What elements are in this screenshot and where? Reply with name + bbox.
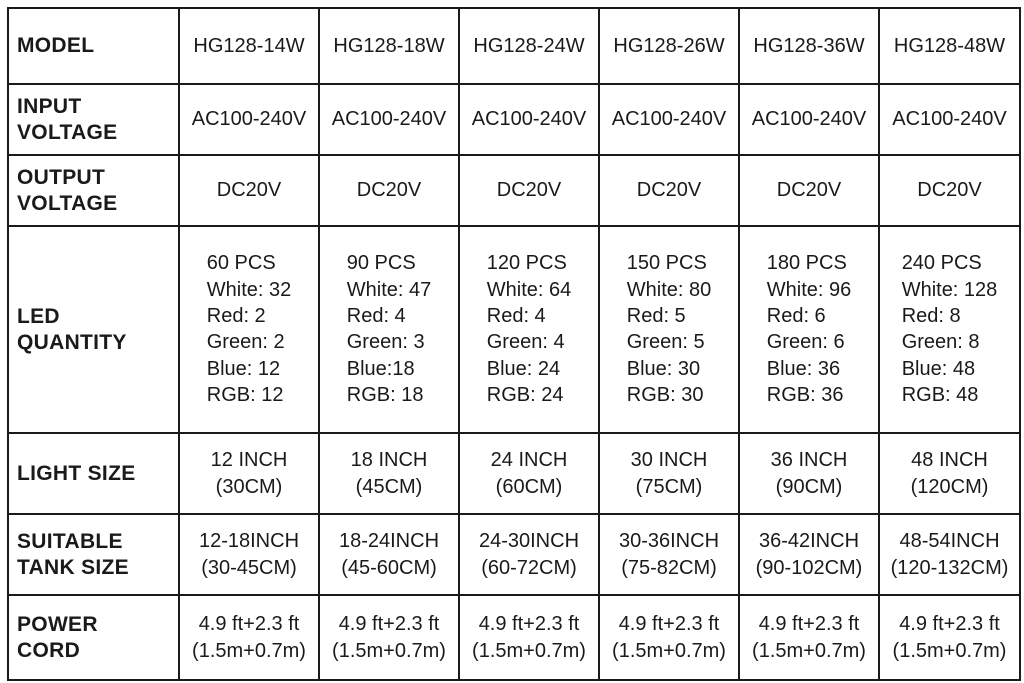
- output-voltage-label: OUTPUT VOLTAGE: [8, 155, 179, 226]
- model-cell: HG128-24W: [459, 8, 599, 84]
- model-cell: HG128-48W: [879, 8, 1020, 84]
- output-voltage-row: [8, 155, 1020, 226]
- model-cell: HG128-26W: [599, 8, 739, 84]
- light-size-cell: 30 INCH (75CM): [599, 433, 739, 514]
- tank-size-cell: 48-54INCH (120-132CM): [879, 514, 1020, 595]
- output-voltage-cell: DC20V: [879, 155, 1020, 226]
- light-size-cell: 24 INCH (60CM): [459, 433, 599, 514]
- output-voltage-cell: DC20V: [739, 155, 879, 226]
- model-cell: HG128-36W: [739, 8, 879, 84]
- power-cord-cell: 4.9 ft+2.3 ft (1.5m+0.7m): [319, 595, 459, 680]
- light-size-cell: 36 INCH (90CM): [739, 433, 879, 514]
- tank-size-row: [8, 514, 1020, 595]
- model-row: [8, 8, 1020, 84]
- power-cord-label: POWER CORD: [8, 595, 179, 680]
- light-size-cell: 12 INCH (30CM): [179, 433, 319, 514]
- power-cord-cell: 4.9 ft+2.3 ft (1.5m+0.7m): [739, 595, 879, 680]
- model-cell: HG128-14W: [179, 8, 319, 84]
- led-quantity-cell: 240 PCS White: 128 Red: 8 Green: 8 Blue: 48 RGB: 48: [879, 226, 1020, 433]
- model-label: MODEL: [8, 8, 179, 84]
- light-size-cell: 48 INCH (120CM): [879, 433, 1020, 514]
- input-voltage-label: INPUT VOLTAGE: [8, 84, 179, 155]
- input-voltage-cell: AC100-240V: [319, 84, 459, 155]
- led-quantity-row: [8, 226, 1020, 433]
- light-size-row: [8, 433, 1020, 514]
- input-voltage-cell: AC100-240V: [739, 84, 879, 155]
- model-cell: HG128-18W: [319, 8, 459, 84]
- led-quantity-cell: 150 PCS White: 80 Red: 5 Green: 5 Blue: 30 RGB: 30: [599, 226, 739, 433]
- led-quantity-cell: 120 PCS White: 64 Red: 4 Green: 4 Blue: 24 RGB: 24: [459, 226, 599, 433]
- power-cord-cell: 4.9 ft+2.3 ft (1.5m+0.7m): [179, 595, 319, 680]
- light-size-label: LIGHT SIZE: [8, 433, 179, 514]
- output-voltage-cell: DC20V: [179, 155, 319, 226]
- led-quantity-label: LED QUANTITY: [8, 226, 179, 433]
- light-size-cell: 18 INCH (45CM): [319, 433, 459, 514]
- output-voltage-cell: DC20V: [459, 155, 599, 226]
- input-voltage-cell: AC100-240V: [179, 84, 319, 155]
- tank-size-label: SUITABLE TANK SIZE: [8, 514, 179, 595]
- spec-table: [7, 7, 1021, 681]
- tank-size-cell: 18-24INCH (45-60CM): [319, 514, 459, 595]
- input-voltage-cell: AC100-240V: [459, 84, 599, 155]
- input-voltage-cell: AC100-240V: [599, 84, 739, 155]
- input-voltage-cell: AC100-240V: [879, 84, 1020, 155]
- power-cord-cell: 4.9 ft+2.3 ft (1.5m+0.7m): [879, 595, 1020, 680]
- led-quantity-cell: 90 PCS White: 47 Red: 4 Green: 3 Blue:18 RGB: 18: [319, 226, 459, 433]
- led-quantity-cell: 180 PCS White: 96 Red: 6 Green: 6 Blue: 36 RGB: 36: [739, 226, 879, 433]
- tank-size-cell: 30-36INCH (75-82CM): [599, 514, 739, 595]
- input-voltage-row: [8, 84, 1020, 155]
- tank-size-cell: 12-18INCH (30-45CM): [179, 514, 319, 595]
- tank-size-cell: 36-42INCH (90-102CM): [739, 514, 879, 595]
- power-cord-cell: 4.9 ft+2.3 ft (1.5m+0.7m): [599, 595, 739, 680]
- power-cord-row: [8, 595, 1020, 680]
- led-quantity-cell: 60 PCS White: 32 Red: 2 Green: 2 Blue: 12 RGB: 12: [179, 226, 319, 433]
- power-cord-cell: 4.9 ft+2.3 ft (1.5m+0.7m): [459, 595, 599, 680]
- output-voltage-cell: DC20V: [319, 155, 459, 226]
- tank-size-cell: 24-30INCH (60-72CM): [459, 514, 599, 595]
- output-voltage-cell: DC20V: [599, 155, 739, 226]
